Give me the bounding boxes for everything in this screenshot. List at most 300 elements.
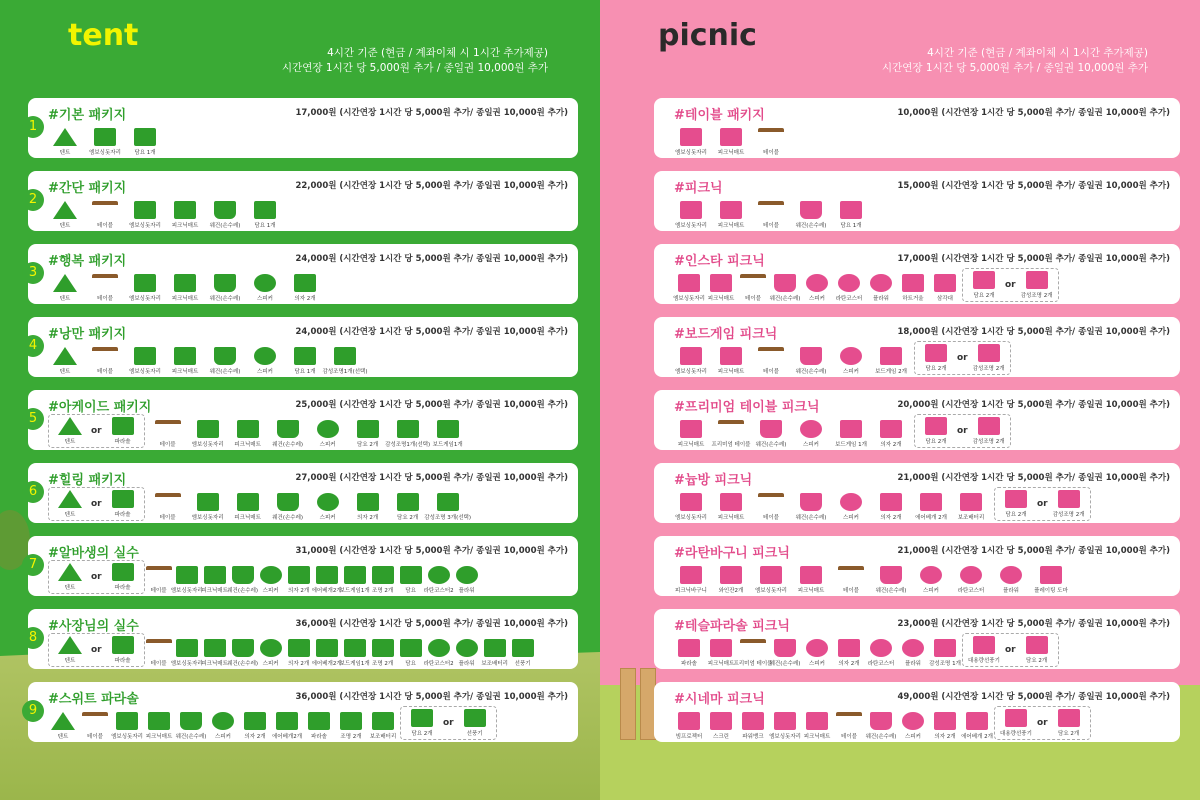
package-price: 21,000원 (시간연장 1시간 당 5,000원 추가/ 종일권 10,000원 추가) (897, 473, 1170, 483)
item-icon (372, 566, 394, 584)
package-card[interactable] (28, 682, 578, 742)
item-label: 엠보싱돗자리 (675, 515, 707, 521)
item-icon (880, 493, 902, 511)
package-item (999, 709, 1033, 737)
item-icon (960, 493, 982, 511)
item-icon (902, 712, 924, 730)
item-icon (720, 347, 742, 365)
package-card[interactable] (654, 682, 1180, 742)
item-icon (372, 639, 394, 657)
item-icon (112, 636, 134, 654)
package-number: 4 (22, 335, 44, 357)
package-item (754, 493, 788, 521)
item-label: 담요 2개 (411, 731, 433, 737)
package-price: 36,000원 (시간연장 1시간 당 5,000원 추가/ 종일권 10,000원 추가) (295, 692, 568, 702)
item-icon (400, 639, 422, 657)
item-icon (838, 566, 864, 584)
item-icon (774, 274, 796, 292)
item-icon (112, 563, 134, 581)
item-icon (1026, 271, 1048, 289)
package-item (834, 639, 864, 667)
item-row (48, 412, 570, 448)
item-icon (870, 639, 892, 657)
package-card[interactable] (654, 98, 1180, 158)
item-icon (155, 420, 181, 438)
package-item (962, 712, 992, 740)
item-icon (800, 201, 822, 219)
item-label: 스피커 (257, 369, 273, 375)
item-label: 피크닉매트 (677, 442, 705, 448)
package-item (1020, 636, 1054, 664)
item-label: 웨건(손수레) (272, 442, 304, 448)
item-icon (254, 274, 276, 292)
item-row (674, 412, 1172, 448)
item-label: 담요 2개 (357, 442, 379, 448)
package-item (834, 420, 868, 448)
item-label: 의자 2개 (294, 296, 316, 302)
item-label: 웨건(손수레) (175, 734, 207, 740)
item-label: 파워뱅크 (742, 734, 764, 740)
package-card[interactable] (28, 244, 578, 304)
item-label: 파라솔 (114, 585, 131, 591)
item-icon (806, 274, 828, 292)
package-item (176, 712, 206, 740)
item-label: 담요 1개 (254, 223, 276, 229)
item-label: 담요 2개 (1005, 512, 1027, 518)
item-label: 담요 (405, 661, 416, 667)
item-icon (973, 636, 995, 654)
package-item (80, 712, 110, 740)
item-icon (134, 201, 156, 219)
item-label: 텐트 (59, 150, 71, 156)
package-item (128, 274, 162, 302)
package-item (304, 712, 334, 740)
item-label: 플라워 (905, 661, 921, 667)
package-price: 24,000원 (시간연장 1시간 당 5,000원 추가/ 종일권 10,000원 추가) (295, 327, 568, 337)
package-item (106, 636, 140, 664)
item-label: 에어베개2개 (271, 734, 303, 740)
package-item (106, 417, 140, 445)
package-item (770, 712, 800, 740)
package-item (674, 347, 708, 375)
item-icon (155, 493, 181, 511)
item-label: 플라워 (1003, 588, 1019, 594)
package-card[interactable] (28, 317, 578, 377)
package-number: 1 (22, 116, 44, 138)
package-price: 10,000원 (시간연장 1시간 당 5,000원 추가/ 종일권 10,000원 추가) (897, 108, 1170, 118)
item-label: 스피커 (803, 442, 819, 448)
item-row (674, 558, 1172, 594)
item-label: 감성조명 2개 (972, 366, 1005, 372)
item-icon (148, 712, 170, 730)
item-label: 텐트 (64, 512, 76, 518)
item-icon (720, 493, 742, 511)
item-icon (742, 712, 764, 730)
package-name: #스위트 파라솔 (48, 692, 139, 707)
or-separator: or (1037, 718, 1048, 728)
item-row (674, 485, 1172, 521)
package-card[interactable] (654, 171, 1180, 231)
item-label: 담요 2개 (925, 439, 947, 445)
package-card[interactable] (654, 244, 1180, 304)
item-label: 피크닉매트 (234, 515, 261, 521)
item-row (674, 339, 1172, 375)
package-item (151, 420, 185, 448)
package-item (802, 639, 832, 667)
item-icon (437, 420, 459, 438)
item-icon (758, 493, 784, 511)
package-item (898, 639, 928, 667)
item-label: 테이블 (763, 369, 779, 375)
item-label: 감성조명 3개(선택) (424, 515, 471, 521)
package-item (231, 420, 265, 448)
item-icon (237, 420, 259, 438)
item-row (48, 339, 570, 375)
item-label: 스피커 (905, 734, 921, 740)
item-icon (134, 128, 156, 146)
item-label: 엠보싱돗자리 (755, 588, 787, 594)
item-icon (966, 712, 988, 730)
item-icon (1026, 636, 1048, 654)
item-icon (680, 201, 702, 219)
item-label: 피크닉매트 (201, 661, 228, 667)
package-item (48, 128, 82, 156)
package-item (738, 274, 768, 302)
item-label: 스피커 (843, 515, 859, 521)
item-row (674, 704, 1172, 740)
item-label: 의자 2개 (838, 661, 860, 667)
item-label: 하트거울 (902, 296, 924, 302)
item-label: 피크닉매트 (717, 223, 745, 229)
package-item (144, 712, 174, 740)
item-label: 라탄코스터2 (423, 661, 454, 667)
item-label: 플라워 (458, 588, 475, 594)
item-icon (920, 566, 942, 584)
package-item (191, 420, 225, 448)
item-label: 피크닉매트 (234, 442, 261, 448)
item-label: 테이블 (763, 223, 779, 229)
item-icon (277, 493, 299, 511)
or-separator: or (91, 499, 102, 509)
item-icon (836, 712, 862, 730)
item-icon (456, 639, 478, 657)
package-name: #늅방 피크닉 (674, 473, 753, 488)
item-icon (680, 493, 702, 511)
item-icon (840, 420, 862, 438)
package-item (170, 639, 203, 667)
package-name: #간단 패키지 (48, 181, 127, 196)
item-icon (680, 420, 702, 438)
item-icon (53, 201, 77, 219)
item-icon (800, 420, 822, 438)
item-label: 파라솔 (311, 734, 327, 740)
item-icon (1005, 709, 1027, 727)
package-price: 27,000원 (시간연장 1시간 당 5,000원 추가/ 종일권 10,000원 추가) (295, 473, 568, 483)
package-item (336, 712, 366, 740)
item-icon (720, 566, 742, 584)
package-card[interactable] (654, 390, 1180, 450)
item-icon (397, 420, 419, 438)
package-item (834, 566, 868, 594)
package-item (351, 420, 385, 448)
item-label: 보드게임1개 (339, 588, 370, 594)
item-icon (92, 201, 118, 219)
package-name: #기본 패키지 (48, 108, 127, 123)
item-label: 선풍기 (514, 661, 531, 667)
package-item (914, 566, 948, 594)
package-item (231, 493, 265, 521)
item-icon (934, 274, 956, 292)
item-icon (197, 493, 219, 511)
package-name: #사장님의 실수 (48, 619, 139, 634)
package-item (1020, 271, 1054, 299)
package-item (453, 566, 481, 594)
item-label: 피크닉매트 (707, 661, 735, 667)
package-item (341, 566, 369, 594)
package-price: 18,000원 (시간연장 1시간 당 5,000원 추가/ 종일권 10,000원 추가) (897, 327, 1170, 337)
item-label: 의자 2개 (880, 515, 902, 521)
package-item (674, 274, 704, 302)
package-number: 7 (22, 554, 44, 576)
item-icon (176, 566, 198, 584)
package-item (714, 566, 748, 594)
item-label: 피크닉매트 (717, 515, 745, 521)
package-item (770, 274, 800, 302)
item-label: 파라솔 (114, 512, 131, 518)
item-icon (838, 639, 860, 657)
package-item (170, 566, 203, 594)
item-label: 보드게임1개 (339, 661, 370, 667)
package-card[interactable] (28, 390, 578, 450)
item-label: 스피커 (262, 661, 279, 667)
item-icon (720, 128, 742, 146)
choice-group (400, 706, 497, 740)
package-item (208, 201, 242, 229)
item-label: 의자 2개 (880, 442, 902, 448)
package-item (714, 128, 748, 156)
item-label: 엠보싱돗자리 (89, 150, 121, 156)
item-icon (134, 274, 156, 292)
item-row (48, 193, 570, 229)
package-name: #프리미엄 테이블 피크닉 (674, 400, 820, 415)
item-label: 피크닉매트 (707, 296, 735, 302)
item-label: 텐트 (59, 296, 71, 302)
item-icon (800, 347, 822, 365)
package-card[interactable] (28, 536, 578, 596)
package-item (674, 128, 708, 156)
package-item (285, 566, 313, 594)
package-item (288, 347, 322, 375)
choice-group (914, 414, 1011, 448)
package-name: #테슬파라솔 피크닉 (674, 619, 790, 634)
item-icon (344, 639, 366, 657)
item-label: 텐트 (59, 369, 71, 375)
item-icon (116, 712, 138, 730)
item-label: 대용량선풍기 (968, 658, 1000, 664)
package-item (229, 639, 257, 667)
item-label: 텐트 (64, 658, 76, 664)
item-icon (880, 566, 902, 584)
item-icon (411, 709, 433, 727)
package-card[interactable] (654, 317, 1180, 377)
choice-group (962, 268, 1059, 302)
package-item (424, 493, 471, 521)
package-item (794, 201, 828, 229)
item-icon (806, 712, 828, 730)
package-card[interactable] (654, 536, 1180, 596)
item-label: 스피커 (809, 661, 825, 667)
item-label: 웨건(손수레) (795, 369, 827, 375)
item-icon (58, 636, 82, 654)
item-icon (800, 566, 822, 584)
package-item (866, 639, 896, 667)
item-icon (680, 128, 702, 146)
item-label: 엠보싱돗자리 (673, 296, 705, 302)
package-item (481, 639, 509, 667)
item-label: 피크닉매트 (145, 734, 173, 740)
package-item (425, 566, 453, 594)
item-icon (277, 420, 299, 438)
item-icon (758, 201, 784, 219)
package-item (706, 274, 736, 302)
package-item (794, 566, 828, 594)
fence-decoration (620, 668, 636, 740)
item-icon (237, 493, 259, 511)
package-item (369, 639, 397, 667)
package-item (397, 639, 425, 667)
choice-group (48, 560, 145, 594)
item-label: 담요 (405, 588, 416, 594)
package-card[interactable] (654, 609, 1180, 669)
package-card[interactable] (28, 463, 578, 523)
item-icon (214, 201, 236, 219)
item-icon (232, 566, 254, 584)
package-item (208, 274, 242, 302)
item-row (674, 266, 1172, 302)
package-item (794, 347, 828, 375)
package-item (834, 347, 868, 375)
item-icon (880, 347, 902, 365)
item-label: 스피커 (809, 296, 825, 302)
package-item (754, 201, 788, 229)
package-number: 2 (22, 189, 44, 211)
package-item (898, 712, 928, 740)
item-label: 테이블 (745, 296, 761, 302)
item-label: 보드게임1개 (432, 442, 463, 448)
item-icon (260, 639, 282, 657)
package-item (201, 566, 229, 594)
item-label: 엠보싱돗자리 (129, 369, 161, 375)
item-label: 선풍기 (466, 731, 483, 737)
package-card[interactable] (28, 98, 578, 158)
item-label: 피크닉매트 (797, 588, 825, 594)
item-icon (880, 420, 902, 438)
item-icon (774, 712, 796, 730)
item-label: 엠보싱돗자리 (675, 369, 707, 375)
item-icon (720, 201, 742, 219)
package-name: #시네마 피크닉 (674, 692, 765, 707)
package-item (48, 201, 82, 229)
item-label: 테이블 (150, 661, 167, 667)
item-row (48, 704, 570, 740)
package-item (874, 493, 908, 521)
package-item (733, 639, 773, 667)
package-item (385, 420, 431, 448)
item-label: 테이블 (763, 150, 779, 156)
item-icon (254, 347, 276, 365)
package-card[interactable] (28, 171, 578, 231)
item-row (674, 193, 1172, 229)
package-item (754, 347, 788, 375)
package-card[interactable] (654, 463, 1180, 523)
item-icon (1005, 490, 1027, 508)
item-icon (437, 493, 459, 511)
package-item (48, 274, 82, 302)
package-price: 24,000원 (시간연장 1시간 당 5,000원 추가/ 종일권 10,000원 추가) (295, 254, 568, 264)
item-icon (214, 347, 236, 365)
item-label: 의자 2개 (934, 734, 956, 740)
item-label: 에어베개 2개 (915, 515, 947, 521)
item-icon (197, 420, 219, 438)
item-label: 보드게임 2개 (875, 369, 907, 375)
package-item (151, 493, 185, 521)
or-separator: or (1005, 645, 1016, 655)
item-icon (960, 566, 982, 584)
package-name: #피크닉 (674, 181, 723, 196)
item-icon (934, 712, 956, 730)
item-icon (288, 639, 310, 657)
item-icon (82, 712, 108, 730)
package-price: 17,000원 (시간연장 1시간 당 5,000원 추가/ 종일권 10,000원 추가) (295, 108, 568, 118)
package-item (53, 563, 87, 591)
item-label: 담요 2개 (1026, 658, 1048, 664)
package-item (754, 128, 788, 156)
package-item (967, 636, 1001, 664)
item-icon (758, 128, 784, 146)
package-name: #행복 패키지 (48, 254, 127, 269)
item-row (48, 120, 570, 156)
item-icon (925, 344, 947, 362)
item-label: 감성조명 2개 (1020, 293, 1053, 299)
item-label: 피크닉매트 (717, 150, 745, 156)
item-label: 테이블 (97, 369, 113, 375)
item-label: 조명 2개 (372, 661, 394, 667)
item-icon (204, 566, 226, 584)
pricing-note: 4시간 기준 (현금 / 계좌이체 시 1시간 추가제공) 시간연장 1시간 당 5,000원 추가 / 종일권 10,000원 추가 (881, 47, 1148, 74)
package-item (53, 417, 87, 445)
package-item (208, 347, 242, 375)
package-item (313, 639, 341, 667)
item-icon (174, 201, 196, 219)
choice-group (914, 341, 1011, 375)
item-icon (978, 417, 1000, 435)
item-label: 스피커 (319, 442, 336, 448)
item-icon (1000, 566, 1022, 584)
package-item (930, 712, 960, 740)
item-label: 스피커 (262, 588, 279, 594)
package-item (714, 347, 748, 375)
or-separator: or (1037, 499, 1048, 509)
item-label: 피크닉매트 (201, 588, 228, 594)
package-item (229, 566, 257, 594)
package-item (1052, 490, 1086, 518)
item-icon (710, 274, 732, 292)
item-label: 웨건(손수레) (209, 296, 241, 302)
item-label: 웨건(손수레) (272, 515, 304, 521)
item-label: 스피커 (923, 588, 939, 594)
package-card[interactable] (28, 609, 578, 669)
choice-group (994, 706, 1091, 740)
